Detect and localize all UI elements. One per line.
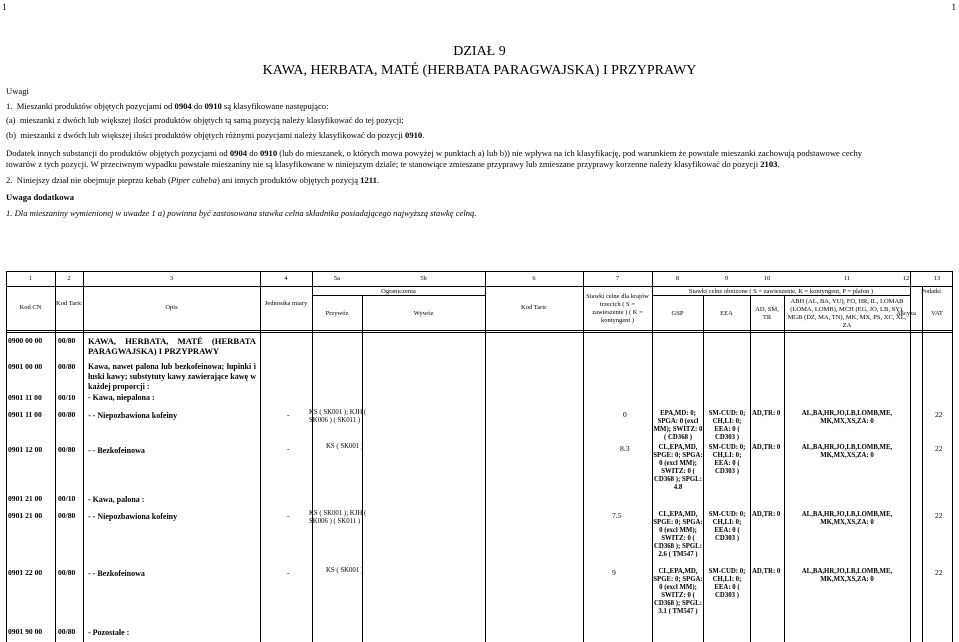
description: - - Bezkofeinowa [88, 446, 145, 455]
col-num: 8 [675, 275, 680, 282]
cn-code: 0900 00 00 [8, 336, 43, 345]
col-num: 7 [615, 275, 620, 282]
header-eea: EEA [720, 310, 733, 317]
vat-rate: 22 [935, 568, 943, 577]
header-jednostka: Jednostka miary [264, 300, 308, 307]
header-stawki-obnizone: Stawki celne obniżone ( S = zawieszenie, K = kontyngent, P = plafon ) [688, 288, 874, 295]
header-wywoz: Wywóz [413, 310, 434, 317]
cn-code: 0901 21 00 [8, 494, 43, 503]
third-country-rate: 7.5 [612, 511, 622, 520]
note-1b: (b) mieszanki z dwóch lub większej ilości produktów objętych różnymi pozycjami należy klasyfikować do pozycji 0910. [6, 130, 425, 140]
header-gsp: GSP [671, 310, 684, 317]
description: - Kawa, palona : [88, 495, 145, 504]
third-country-rate: 8.3 [620, 444, 630, 453]
eea-rate: SM-CUD: 0; CH,LI: 0; EEA: 0 ( CD303 ) [708, 568, 746, 599]
taric-code: 00/80 [58, 445, 76, 454]
gsp-rate: CL,EPA,MD, SPGE: 0; SPGA: 0 (excl MM); SWITZ: 0 ( CD368 ); SPGL: 4.8 [653, 444, 703, 491]
header-stawki-krajow: Stawki celne dla krajów trzecich ( S = zawieszenie ) ( K = kontyngent ) [586, 293, 649, 324]
col-num: 10 [763, 275, 771, 282]
additive-notes-label: Uwaga dodatkowa [6, 192, 75, 202]
third-country-rate: 9 [612, 568, 616, 577]
col-num: 1 [28, 275, 33, 282]
cn-code: 0901 11 00 [8, 393, 42, 402]
col-num: 9 [724, 275, 729, 282]
col-num: 4 [284, 275, 288, 282]
chapter-title: KAWA, HERBATA, MATÉ (HERBATA PARAGWAJSKA) I PRZYPRAWY [262, 63, 697, 78]
ad-tr-rate: AD,TR: 0 [752, 444, 781, 451]
description: - - Niepozbawiona kofeiny [88, 512, 178, 521]
description: - Kawa, niepalona : [88, 393, 155, 402]
description: - - Bezkofeinowa [88, 569, 145, 578]
header-opis: Opis [165, 304, 178, 311]
header-kod-taric-2: Kod Taric [521, 304, 547, 311]
col-num: 11 [843, 275, 851, 282]
taric-code: 00/80 [58, 362, 76, 371]
ad-tr-rate: AD,TR: 0 [752, 410, 781, 417]
header-przywoz: Przywóz [325, 310, 349, 317]
ad-tr-rate: AD,TR: 0 [752, 568, 781, 575]
header-ad-sm-tr: AD, SM, TR [755, 306, 779, 321]
gsp-rate: CL,EPA,MD, SPGE: 0; SPGA: 0 (excl MM); SWITZ: 0 ( CD368 ); SPGL: 2.6 ( TM547 ) [653, 511, 703, 558]
abh-rate: AL,BA,HR,JO,LB,LOMB,ME, MK,MX,XS,ZA: 0 [801, 410, 893, 425]
note-1: 1. Mieszanki produktów objętych pozycjami od 0904 do 0910 są klasyfikowane następująco: [6, 101, 329, 111]
eea-rate: SM-CUD: 0; CH,LI: 0; EEA: 0 ( CD303 ) [708, 410, 746, 441]
header-vat: VAT [931, 310, 943, 317]
header-akcyza: Akcyza [896, 310, 916, 317]
cn-code: 0901 11 00 [8, 410, 42, 419]
unit: - [287, 444, 290, 453]
cn-code: 0901 21 00 [8, 511, 43, 520]
col-num: 12 [902, 275, 910, 282]
taric-code: 00/80 [58, 336, 76, 345]
description: - - Niepozbawiona kofeiny [88, 411, 178, 420]
page-number-right: 1 [951, 2, 956, 12]
gsp-rate: EPA,MD: 0; SPGA: 0 (excl MM); SWITZ: 0 ( CD368 ) [653, 410, 703, 441]
unit: - [287, 410, 290, 419]
header-kod-taric: Kod Taric [56, 300, 82, 307]
vat-rate: 22 [935, 444, 943, 453]
chapter-number: DZIAŁ 9 [453, 44, 506, 59]
unit: - [287, 568, 290, 577]
description: - Pozostałe : [88, 628, 130, 637]
page-number-left: 1 [2, 2, 7, 12]
taric-code: 00/10 [58, 393, 76, 402]
taric-code: 00/80 [58, 627, 76, 636]
header-ograniczenia: Ograniczenia [381, 288, 416, 295]
import-restriction: KS ( SK001 ) [326, 443, 364, 450]
note-1a: (a) mieszanki z dwóch lub większej ilości produktów objętych tą samą pozycją należy klasyfikować do tej pozycji; [6, 115, 404, 125]
col-num: 2 [67, 275, 71, 282]
cn-code: 0901 22 00 [8, 568, 43, 577]
abh-rate: AL,BA,HR,JO,LB,LOMB,ME, MK,MX,XS,ZA: 0 [801, 568, 893, 583]
col-num: 3 [169, 275, 174, 282]
col-num: 5b [420, 275, 427, 282]
third-country-rate: 0 [623, 410, 627, 419]
note-additive-line2: towarów z tych pozycji. W przeciwnym wypadku powstałe mieszaniny nie są klasyfikowane w niniejszym dziale; te stanowiące zmieszane przyprawy lub zmieszane przyprawy korzenne należy klasyfikować do pozycji 2103. [6, 159, 780, 169]
note-2: 2. Niniejszy dział nie obejmuje pieprzu kebab (Piper cubeba) ani innych produktów objętych pozycją 1211. [6, 175, 380, 185]
cn-code: 0901 12 00 [8, 445, 43, 454]
ad-tr-rate: AD,TR: 0 [752, 511, 781, 518]
taric-code: 00/80 [58, 568, 76, 577]
abh-rate: AL,BA,HR,JO,LB,LOMB,ME, MK,MX,XS,ZA: 0 [801, 444, 893, 459]
import-restriction: KS ( SK001 ); KJH ( SK006 ) ( SK011 ) [309, 409, 367, 424]
col-num: 6 [532, 275, 536, 282]
col-num: 5a [333, 275, 341, 282]
header-kod-cn: Kod CN [19, 304, 42, 311]
notes-label: Uwagi [6, 86, 29, 96]
vat-rate: 22 [935, 410, 943, 419]
taric-code: 00/80 [58, 410, 76, 419]
gsp-rate: CL,EPA,MD, SPGE: 0; SPGA: 0 (excl MM); SWITZ: 0 ( CD368 ); SPGL: 3.1 ( TM547 ) [653, 568, 703, 615]
description: Kawa, nawet palona lub bezkofeinowa; łupinki i łuski kawy; substytuty kawy zawierające kawę w każdej proporcji : [88, 362, 256, 391]
import-restriction: KS ( SK001 ); KJH ( SK006 ) ( SK011 ) [309, 510, 367, 525]
header-abh: ABH (AL, BA, YU), FO, HR, IL, LOMAB (LOMA, LOMB), MCH (EG, JO, LB, SY), MGB (DZ, MA, TN), MK, MX, PS, XC, XL, ZA [787, 298, 907, 329]
additive-note-1: 1. Dla mieszaniny wymienionej w uwadze 1 a) powinna być zastosowana stawka celna składnika posiadającego najwyższą stawkę celną. [6, 208, 477, 218]
note-additive-line1: Dodatek innych substancji do produktów objętych pozycjami od 0904 do 0910 (lub do mieszanek, o których mowa powyżej w punktach a) lub b)) nie wpływa na ich klasyfikację, pod warunkiem że powstałe mieszanki zachowują podstawowe cechy [6, 148, 863, 158]
taric-code: 00/80 [58, 511, 76, 520]
vat-rate: 22 [935, 511, 943, 520]
cn-code: 0901 00 00 [8, 362, 43, 371]
taric-code: 00/10 [58, 494, 76, 503]
unit: - [287, 511, 290, 520]
col-num: 13 [933, 275, 941, 282]
abh-rate: AL,BA,HR,JO,LB,LOMB,ME, MK,MX,XS,ZA: 0 [801, 511, 893, 526]
description: KAWA, HERBATA, MATÉ (HERBATA PARAGWAJSKA) I PRZYPRAWY [88, 336, 256, 356]
cn-code: 0901 90 00 [8, 627, 43, 636]
eea-rate: SM-CUD: 0; CH,LI: 0; EEA: 0 ( CD303 ) [708, 511, 746, 542]
import-restriction: KS ( SK001 ) [326, 567, 364, 574]
header-podatki: Podatki [921, 288, 941, 295]
eea-rate: SM-CUD: 0; CH,LI: 0; EEA: 0 ( CD303 ) [708, 444, 746, 475]
